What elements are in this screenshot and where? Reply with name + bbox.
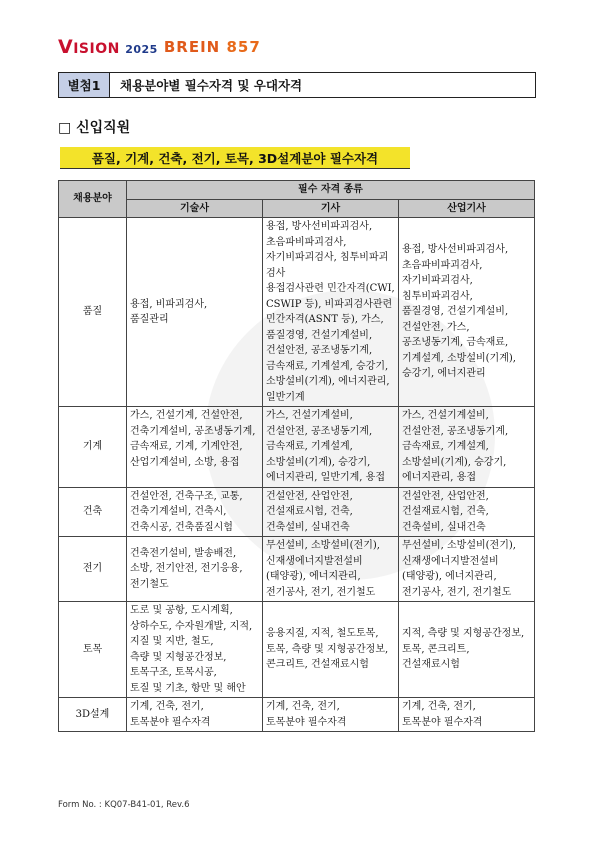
- row-field: 품질: [59, 218, 127, 407]
- row-cell: 건설안전, 산업안전, 건설재료시험, 건축, 건축설비, 실내건축: [263, 487, 399, 537]
- logo-vision-text: VISION 2025: [58, 36, 158, 58]
- header-field: 채용분야: [59, 181, 127, 218]
- attachment-tag: 별첨1: [59, 73, 110, 97]
- form-number-footer: Form No. : KQ07-B41-01, Rev.6: [58, 800, 190, 810]
- row-cell: 응용지질, 지적, 철도토목, 토목, 측량 및 지형공간정보, 콘크리트, 건설재료시험: [263, 602, 399, 698]
- row-cell: 가스, 건설기계, 건설안전, 건축기계설비, 공조냉동기계, 금속재료, 기계, 기계안전, 산업기계설비, 소방, 용접: [127, 407, 263, 488]
- attachment-title-bar: [58, 72, 536, 98]
- header-col-engineer: 기사: [263, 199, 399, 218]
- row-cell: 기계, 건축, 전기, 토목분야 필수자격: [127, 698, 263, 732]
- row-field: 건축: [59, 487, 127, 537]
- row-cell: 기계, 건축, 전기, 토목분야 필수자격: [399, 698, 535, 732]
- row-cell: 건축전기설비, 발송배전, 소방, 전기안전, 전기응용, 전기철도: [127, 537, 263, 602]
- row-cell: 가스, 건설기계설비, 건설안전, 공조냉동기계, 금속재료, 기계설계, 소방설비(기계), 승강기, 에너지관리, 용접: [399, 407, 535, 488]
- row-cell: 지적, 측량 및 지형공간정보, 토목, 콘크리트, 건설재료시험: [399, 602, 535, 698]
- header-group: 필수 자격 종류: [127, 181, 535, 200]
- table-row: [59, 537, 535, 602]
- row-cell: 도로 및 공항, 도시계획, 상하수도, 수자원개발, 지적, 지질 및 지반, 철도, 측량 및 지형공간정보, 토목구조, 토목시공, 토질 및 기초, 항만 및 해안: [127, 602, 263, 698]
- row-cell: 무선설비, 소방설비(전기), 신재생에너지발전설비 (태양광), 에너지관리, 전기공사, 전기, 전기철도: [263, 537, 399, 602]
- logo-brein-text: BREIN 857: [163, 38, 261, 56]
- row-cell: 용접, 비파괴검사, 품질관리: [127, 218, 263, 407]
- company-logo: [58, 36, 261, 58]
- row-cell: 용접, 방사선비파괴검사, 초음파비파괴검사, 자기비파괴검사, 침투비파괴검사 용접검사관련 민간자격(CWI, CSWIP 등), 비파괴검사관련 민간자격(ASNT 등), 가스, 품질경영, 건설기계설비, 건설안전, 공조냉동기계, 금속재료, 기계설계, 승강기, 소방설비(기계), 에너지관리, 일반기계: [263, 218, 399, 407]
- row-field: 3D설계: [59, 698, 127, 732]
- table-row: [59, 487, 535, 537]
- row-cell: 무선설비, 소방설비(전기), 신재생에너지발전설비 (태양광), 에너지관리, 전기공사, 전기, 전기철도: [399, 537, 535, 602]
- row-field: 기계: [59, 407, 127, 488]
- header-col-engineer-pe: 기술사: [127, 199, 263, 218]
- row-cell: 건설안전, 건축구조, 교통, 건축기계설비, 건축시, 건축시공, 건축품질시험: [127, 487, 263, 537]
- row-field: 토목: [59, 602, 127, 698]
- table-row: [59, 407, 535, 488]
- row-cell: 기계, 건축, 전기, 토목분야 필수자격: [263, 698, 399, 732]
- row-cell: 용접, 방사선비파괴검사, 초음파비파괴검사, 자기비파괴검사, 침투비파괴검사, 품질경영, 건설기계설비, 건설안전, 가스, 공조냉동기계, 금속재료, 기계설계, 소방설비(기계), 승강기, 에너지관리: [399, 218, 535, 407]
- row-cell: 건설안전, 산업안전, 건설재료시험, 건축, 건축설비, 실내건축: [399, 487, 535, 537]
- section-heading: □ 신입직원: [58, 120, 131, 136]
- highlighted-subtitle: 품질, 기계, 건축, 전기, 토목, 3D설계분야 필수자격: [60, 147, 410, 169]
- row-field: 전기: [59, 537, 127, 602]
- header-col-industrial-engineer: 산업기사: [399, 199, 535, 218]
- table-subheader-row: [59, 199, 535, 218]
- requirements-table: [58, 180, 535, 732]
- table-row: [59, 698, 535, 732]
- table-row: [59, 602, 535, 698]
- row-cell: 가스, 건설기계설비, 건설안전, 공조냉동기계, 금속재료, 기계설계, 소방설비(기계), 승강기, 에너지관리, 일반기계, 용접: [263, 407, 399, 488]
- table-header-row: [59, 181, 535, 200]
- table-row: [59, 218, 535, 407]
- attachment-title: 채용분야별 필수자격 및 우대자격: [120, 78, 303, 93]
